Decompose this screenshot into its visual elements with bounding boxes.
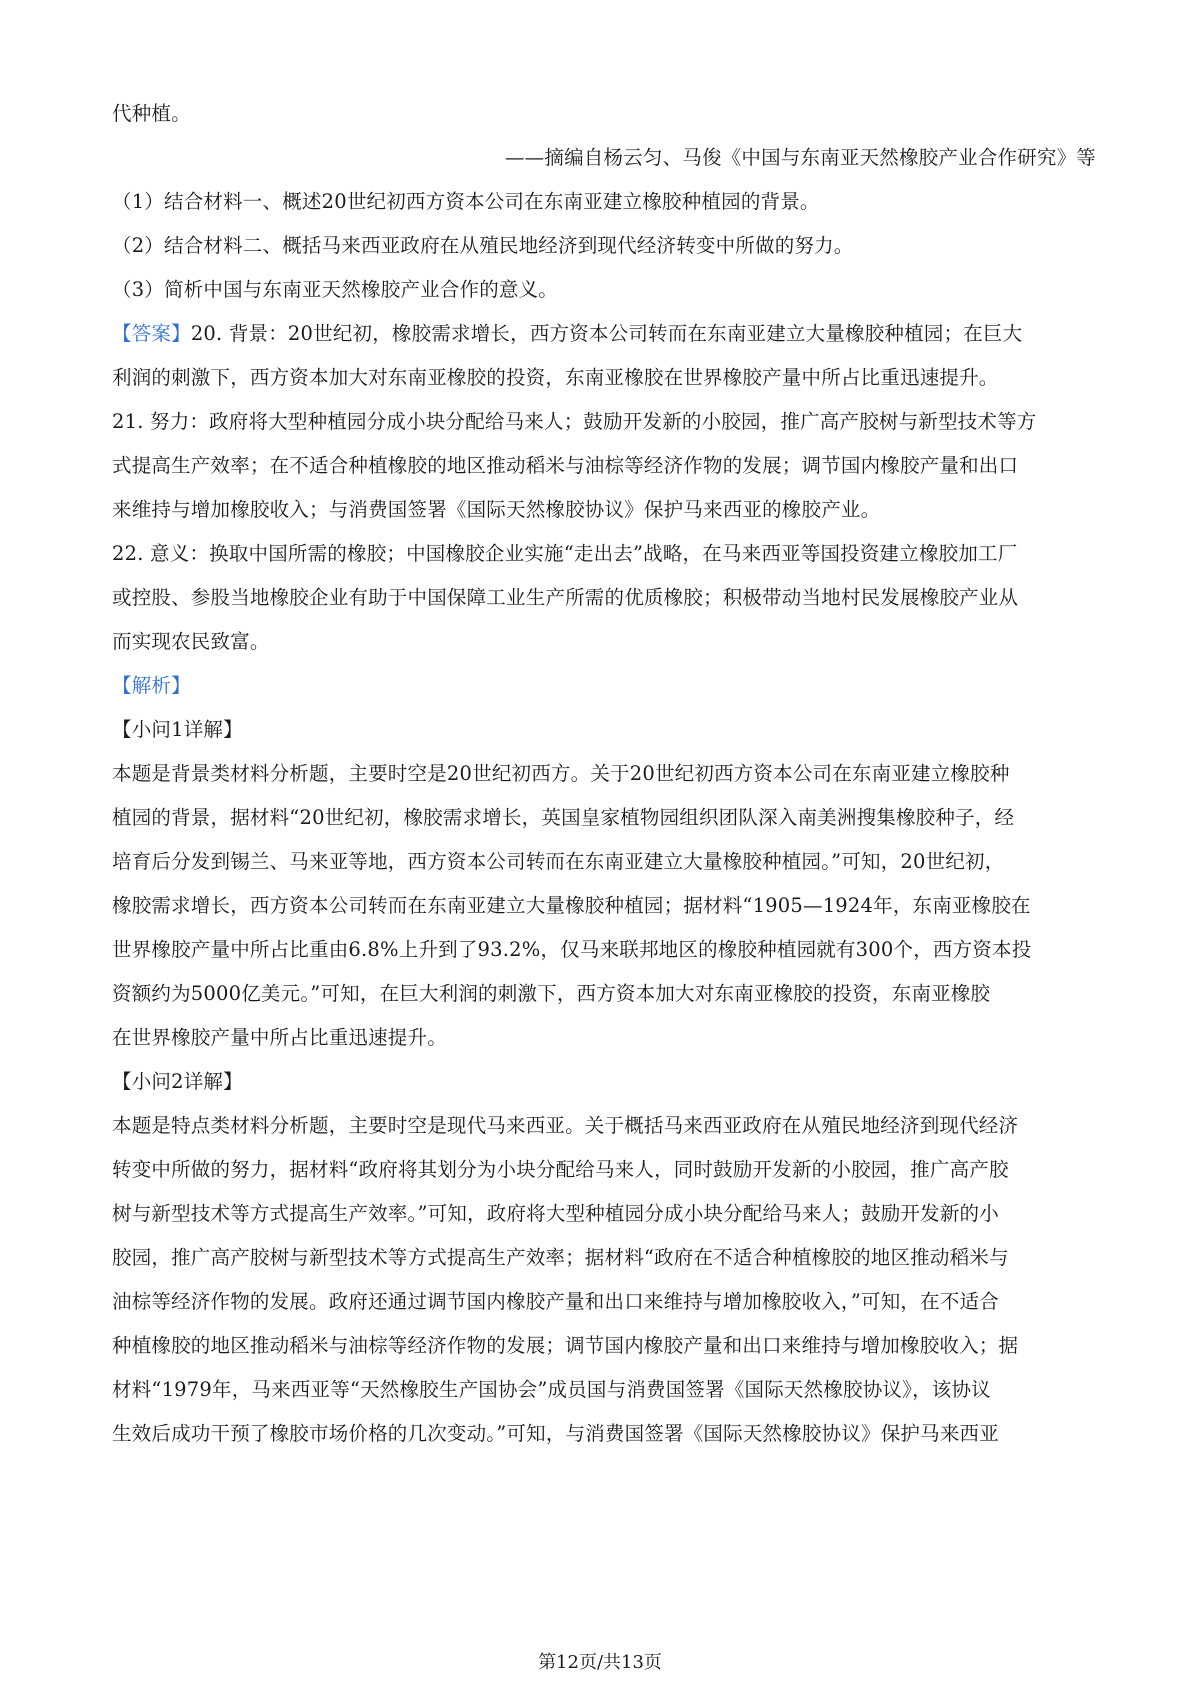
analysis-line: 本题是背景类材料分析题，主要时空是20世纪初西方。关于20世纪初西方资本公司在东南亚建立橡胶种	[112, 762, 1010, 785]
analysis-line: 胶园，推广高产胶树与新型技术等方式提高生产效率；据材料“政府在不适合种植橡胶的地区推动稻米与	[112, 1246, 1009, 1269]
answer-line: 22. 意义：换取中国所需的橡胶；中国橡胶企业实施“走出去”战略，在马来西亚等国投资建立橡胶加工厂	[112, 542, 1018, 565]
answer-line: 21. 努力：政府将大型种植园分成小块分配给马来人；鼓励开发新的小胶园，推广高产胶树与新型技术等方	[112, 410, 1037, 433]
analysis-line: 种植橡胶的地区推动稻米与油棕等经济作物的发展；调节国内橡胶产量和出口来维持与增加橡胶收入；据	[112, 1334, 1019, 1357]
analysis-line: 材料“1979年，马来西亚等“天然橡胶生产国协会”成员国与消费国签署《国际天然橡胶协议》，该协议	[112, 1378, 991, 1401]
analysis-tag: 【解析】	[112, 674, 191, 697]
answer-line: 利润的刺激下，西方资本加大对东南亚橡胶的投资，东南亚橡胶在世界橡胶产量中所占比重迅速提升。	[112, 366, 999, 389]
analysis-line: 树与新型技术等方式提高生产效率。”可知，政府将大型种植园分成小块分配给马来人；鼓励开发新的小	[112, 1202, 999, 1225]
question-2: （2）结合材料二、概括马来西亚政府在从殖民地经济到现代经济转变中所做的努力。	[112, 234, 854, 257]
answer-line: 而实现农民致富。	[112, 630, 270, 653]
answer-line: 来维持与增加橡胶收入；与消费国签署《国际天然橡胶协议》保护马来西亚的橡胶产业。	[112, 498, 881, 521]
page-footer: 第12页/共13页	[538, 1652, 662, 1673]
text-line: 代种植。	[112, 102, 191, 125]
answer-text: 20. 背景：20世纪初，橡胶需求增长，西方资本公司转而在东南亚建立大量橡胶种植园；在巨大	[190, 322, 1023, 345]
analysis-line: 世界橡胶产量中所占比重由6.8%上升到了93.2%，仅马来联邦地区的橡胶种植园就有300个，西方资本投	[112, 938, 1032, 961]
sub-question-2-title: 【小问2详解】	[112, 1070, 243, 1093]
analysis-line: 资额约为5000亿美元。”可知，在巨大利润的刺激下，西方资本加大对东南亚橡胶的投资，东南亚橡胶	[112, 982, 991, 1005]
source-citation: ——摘编自杨云匀、马俊《中国与东南亚天然橡胶产业合作研究》等	[504, 146, 1096, 169]
analysis-line: 本题是特点类材料分析题，主要时空是现代马来西亚。关于概括马来西亚政府在从殖民地经济到现代经济	[112, 1114, 1019, 1137]
page-content	[112, 92, 1102, 1456]
analysis-line: 转变中所做的努力，据材料“政府将其划分为小块分配给马来人，同时鼓励开发新的小胶园，推广高产胶	[112, 1158, 1009, 1181]
analysis-line: 植园的背景，据材料“20世纪初，橡胶需求增长，英国皇家植物园组织团队深入南美洲搜集橡胶种子，经	[112, 806, 1015, 829]
analysis-line: 培育后分发到锡兰、马来亚等地，西方资本公司转而在东南亚建立大量橡胶种植园。”可知，20世纪初，	[112, 850, 1005, 873]
analysis-line: 生效后成功干预了橡胶市场价格的几次变动。”可知，与消费国签署《国际天然橡胶协议》保护马来西亚	[112, 1422, 999, 1445]
analysis-line: 在世界橡胶产量中所占比重迅速提升。	[112, 1026, 447, 1049]
answer-line	[112, 312, 1102, 356]
sub-question-1-title: 【小问1详解】	[112, 718, 243, 741]
answer-line: 式提高生产效率；在不适合种植橡胶的地区推动稻米与油棕等经济作物的发展；调节国内橡胶产量和出口	[112, 454, 1019, 477]
analysis-line: 橡胶需求增长，西方资本公司转而在东南亚建立大量橡胶种植园；据材料“1905—1924年，东南亚橡胶在	[112, 894, 1031, 917]
question-1: （1）结合材料一、概述20世纪初西方资本公司在东南亚建立橡胶种植园的背景。	[112, 190, 820, 213]
answer-line: 或控股、参股当地橡胶企业有助于中国保障工业生产所需的优质橡胶；积极带动当地村民发展橡胶产业从	[112, 586, 1019, 609]
answer-tag: 【答案】	[112, 322, 191, 345]
question-3: （3）简析中国与东南亚天然橡胶产业合作的意义。	[112, 278, 559, 301]
analysis-line: 油棕等经济作物的发展。政府还通过调节国内橡胶产量和出口来维持与增加橡胶收入，”可知，在不适合	[112, 1290, 999, 1313]
